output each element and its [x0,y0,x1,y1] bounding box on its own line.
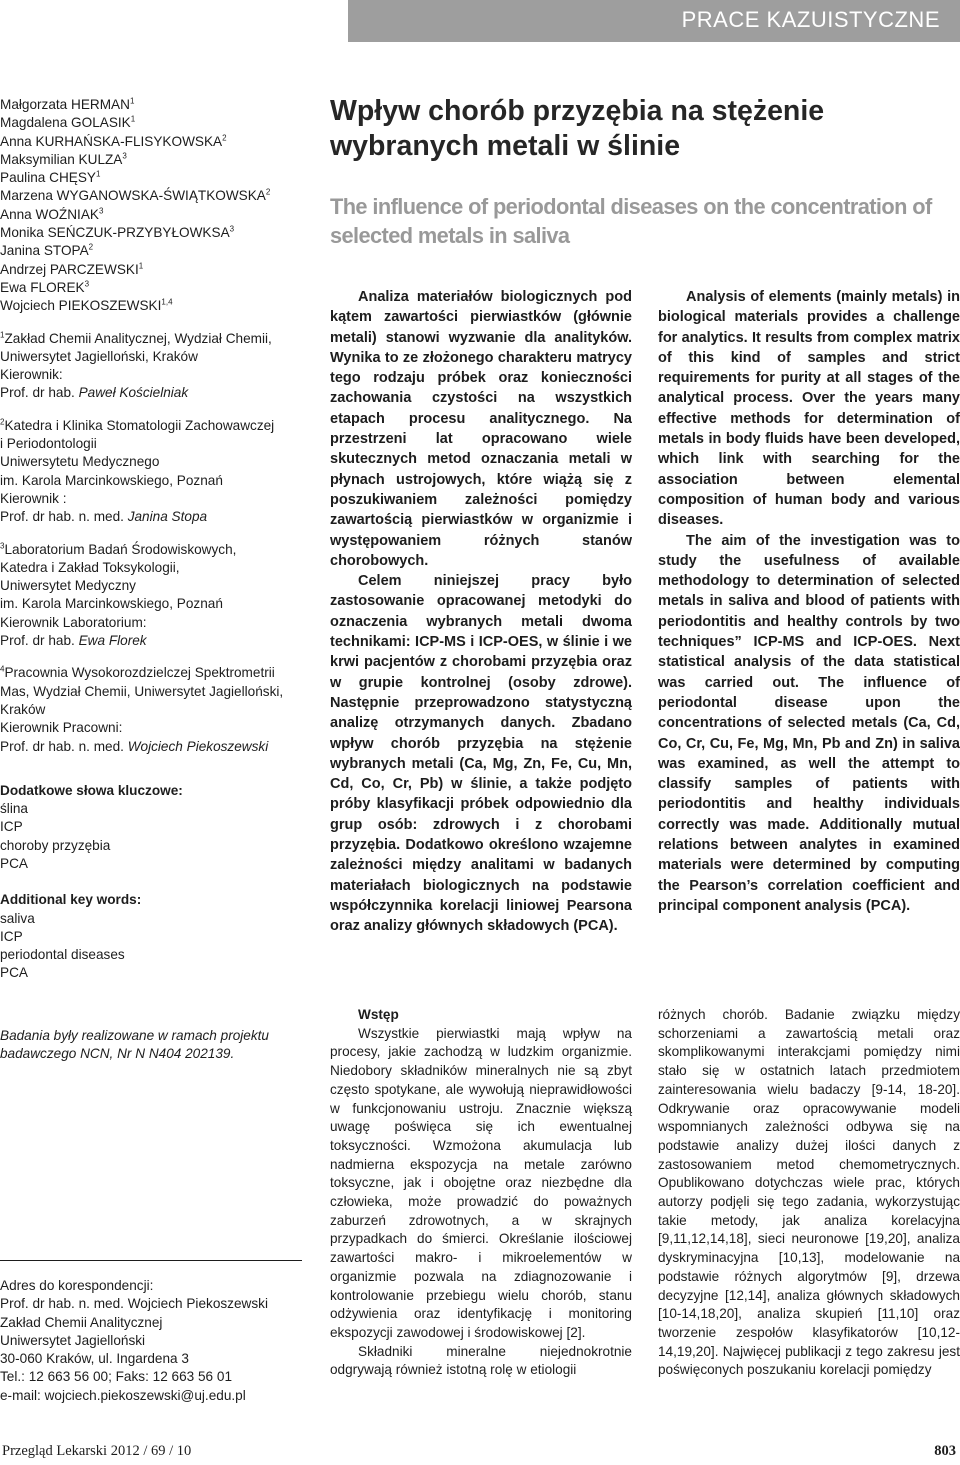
keyword: ICP [0,819,23,835]
intro-right-column [658,1006,960,1380]
keyword: PCA [0,965,28,981]
author: Ewa FLOREK$^3$ [0,279,90,295]
author: Anna WOŹNIAK$^3$ [0,206,104,222]
email-link[interactable]: e-mail: wojciech.piekoszewski@uj.edu.pl [0,1387,246,1403]
author: Marzena WYGANOWSKA-ŚWIĄTKOWSKA$^2$ [0,187,271,204]
abstract-en [658,287,960,916]
page-number: 803 [934,1443,956,1459]
author: Anna KURHAŃSKA-FLISYKOWSKA$^2$ [0,133,227,149]
author: Wojciech PIEKOSZEWSKI$^{1,4}$ [0,297,173,314]
affiliation: $^2$Katedra i Klinika Stomatologii Zachowawczej i Periodontologii Uniwersytetu Medycznego im. Karola Marcinkowskiego, Poznań Kierownik : Prof. dr hab. n. med. Janina Stopa [0,417,275,525]
abstract-paragraph: Celem niniejszej pracy było zastosowanie opracowanej metodyki do oznaczenia wybranych metali dwoma technikami: ICP-MS i ICP-OES, w ślinie i we krwi pacjentów z chorobami przyzębia oraz w grupie kontrolnej (osoby zdrowe). Następnie przeprowadzono statystyczną analizę otrzymanych danych. Zbadano wpływ chorób przyzębia na stężenie wybranych metali (Ca, Mg, Zn, Fe, Cu, Mn, Cd, Co, Cr, Pb) w ślinie, a także podjęto próby klasyfikacji próbek odpowiednio dla grup osób: zdrowych i z chorobami przyzębia. Dodatkowo określono wzajemne zależności między analitami w badanych materiałach biologicznych na podstawie współczynnika korelacji liniowej Pearsona oraz analizy głównych składowych (PCA). [330,573,632,935]
keyword: ślina [0,801,28,817]
intro-left-column [330,1006,632,1380]
correspondence-block: Adres do korespondencji: Prof. dr hab. n. med. Wojciech Piekoszewski Zakład Chemii Analitycznej Uniwersytet Jagielloński 30-060 Kraków, ul. Ingardena 3 Tel.: 12 663 56 00; Faks: 12 663 56 01 e-mail: wojciech.piekoszewski@uj.edu.pl [0,1260,302,1405]
affiliation: $^3$Laboratorium Badań Środowiskowych, Katedra i Zakład Toksykologii, Uniwersytet Medyczny im. Karola Marcinkowskiego, Poznań Kierownik Laboratorium: Prof. dr hab. Ewa Florek [0,541,237,649]
section-heading: Wstęp [358,1007,399,1022]
author: Monika SEŃCZUK-PRZYBYŁOWKSA$^3$ [0,224,235,241]
keywords-pl [0,782,312,873]
body-paragraph: Wszystkie pierwiastki mają wpływ na procesy, jakie zachodzą w ludzkim organizmie. Niedobory składników mineralnych nie są zbyt często spotykane, ale wywołują nieprawidłowości w funkcjonowaniu ustroju. Znacznie większą uwagę poświęca się ich ewentualnej toksyczności. Wzmożona akumulacja lub nadmierna ekspozycja na metale zarówno toksyczne, jak i obojętne oraz niezbędne dla człowieka, może prowadzić do poważnych zaburzeń zdrowotnych, a w skrajnych przypadkach do śmierci. Określanie ilościowej zawartości makro- i mikroelementów w organizmie pozwala na zdiagnozowanie i kontrolowanie przebiegu wielu chorób, stanu odżywienia oraz identyfikację i monitoring ekspozycji zawodowej i środowiskowej [2]. [330,1025,632,1340]
author-list [0,96,312,316]
keywords-heading: Dodatkowe słowa kluczowe: [0,782,183,798]
funding-note: Badania były realizowane w ramach projektu badawczego NCN, Nr N N404 202139. [0,1027,269,1062]
article-title-en: The influence of periodontal diseases on the concentration of selected metals in saliva [330,194,932,248]
author: Maksymilian KULZA$^3$ [0,151,127,167]
journal-footer: Przegląd Lekarski 2012 / 69 / 10 [2,1443,192,1459]
body-paragraph: Składniki mineralne niejednokrotnie odgrywają również istotną rolę w etiologii [330,1343,632,1378]
article-title-pl: Wpływ chorób przyzębia na stężenie wybranych metali w ślinie [330,95,825,162]
abstract-paragraph: Analiza materiałów biologicznych pod kątem zawartości pierwiastków (głównie metali) stanowi wyzwanie dla analityków. Wynika to ze złożonego charakteru matrycy tego rodzaju próbek oraz konieczności zachowania czystości na wszystkich etapach procesu analitycznego. Na przestrzeni lat opracowano wiele skutecznych metod oznaczania metali w płynach ustrojowych, które wiążą się z poszukiwaniem zależności pomiędzy zawartością pierwiastków w organizmie i występowaniem różnych stanów chorobowych. [330,289,632,569]
affiliation: $^4$Pracownia Wysokorozdzielczej Spektrometrii Mas, Wydział Chemii, Uniwersytet Jagielloński, Kraków Kierownik Pracowni: Prof. dr hab. n. med. Wojciech Piekoszewski [0,664,284,754]
author: Magdalena GOLASIK$^1$ [0,114,136,131]
keyword: ICP [0,928,23,944]
left-column [0,96,312,1063]
section-banner [348,0,960,42]
section-title: PRACE KAZUISTYCZNE [681,7,940,32]
body-paragraph: różnych chorób. Badanie związku między schorzeniami a zawartością metali oraz skomplikowanymi interakcjami pomiędzy nimi stało się w ostatnich latach przedmiotem zainteresowania wielu badaczy [9-14, 18-20]. Odkrywanie oraz opracowywanie modeli wspomnianych zależności odbywa się na podstawie analizy dużej ilości danych z zastosowaniem metod chemometrycznych. Opublikowano dotychczas wiele prac, których autorzy podjęli się tego zadania, wykorzystując takie metody, jak analiza korelacyjna [9,11,12,14,18], sieci neuronowe [19,20], analiza dyskryminacyjna [10,13], modelowanie na podstawie różnych algorytmów [9], drzewa decyzyjne [12,14], analiza głównych składowych [10-14,18,20], analiza skupień [11,10] oraz tworzenie zespołów klasyfikatorów [10,12-14,19,20]. Najwięcej publikacji z tego zakresu jest poświęconych poszukaniu korelacji pomiędzy [658,1007,960,1378]
author: Paulina CHĘSY$^1$ [0,169,101,186]
author: Małgorzata HERMAN$^1$ [0,96,135,112]
affiliation: $^1$Zakład Chemii Analitycznej, Wydział Chemii, Uniwersytet Jagielloński, Kraków Kierownik: Prof. dr hab. Paweł Kościelniak [0,330,272,401]
keyword: choroby przyzębia [0,837,111,853]
keyword: periodontal diseases [0,947,125,963]
author: Janina STOPA$^2$ [0,242,94,259]
author: Andrzej PARCZEWSKI$^1$ [0,261,144,277]
keyword: saliva [0,910,35,926]
keywords-heading: Additional key words: [0,892,142,908]
keyword: PCA [0,855,28,871]
abstract-paragraph: The aim of the investigation was to study the usefulness of available methodology to determination of selected metals in saliva and blood of patients with periodontitis and healthy controls by two techniques” ICP-MS and ICP-OES. Next statistical analysis of the data statistical was carried out. The influence of periodontal disease upon the concentrations of selected metals (Ca, Cd, Co, Cr, Cu, Fe, Mg, Mn, Pb and Zn) in saliva was examined, as well the attempt to classify samples of patients with periodontitis and healthy individuals correctly was made. Additionally mutual relations between analytes in examined materials were determined by computing the Pearson’s correlation coefficient and principal component analysis (PCA). [658,532,960,914]
keywords-en [0,891,312,982]
abstract-pl [330,287,632,937]
abstract-paragraph: Analysis of elements (mainly metals) in biological materials provides a challenge for analytics. It results from complex matrix of this kind of samples and strict requirements for purity at all stages of the analytical process. Over the years many effective methods for determination of metals in body fluids have been developed, which link with searching for the association between elemental composition of human body and various diseases. [658,289,960,529]
